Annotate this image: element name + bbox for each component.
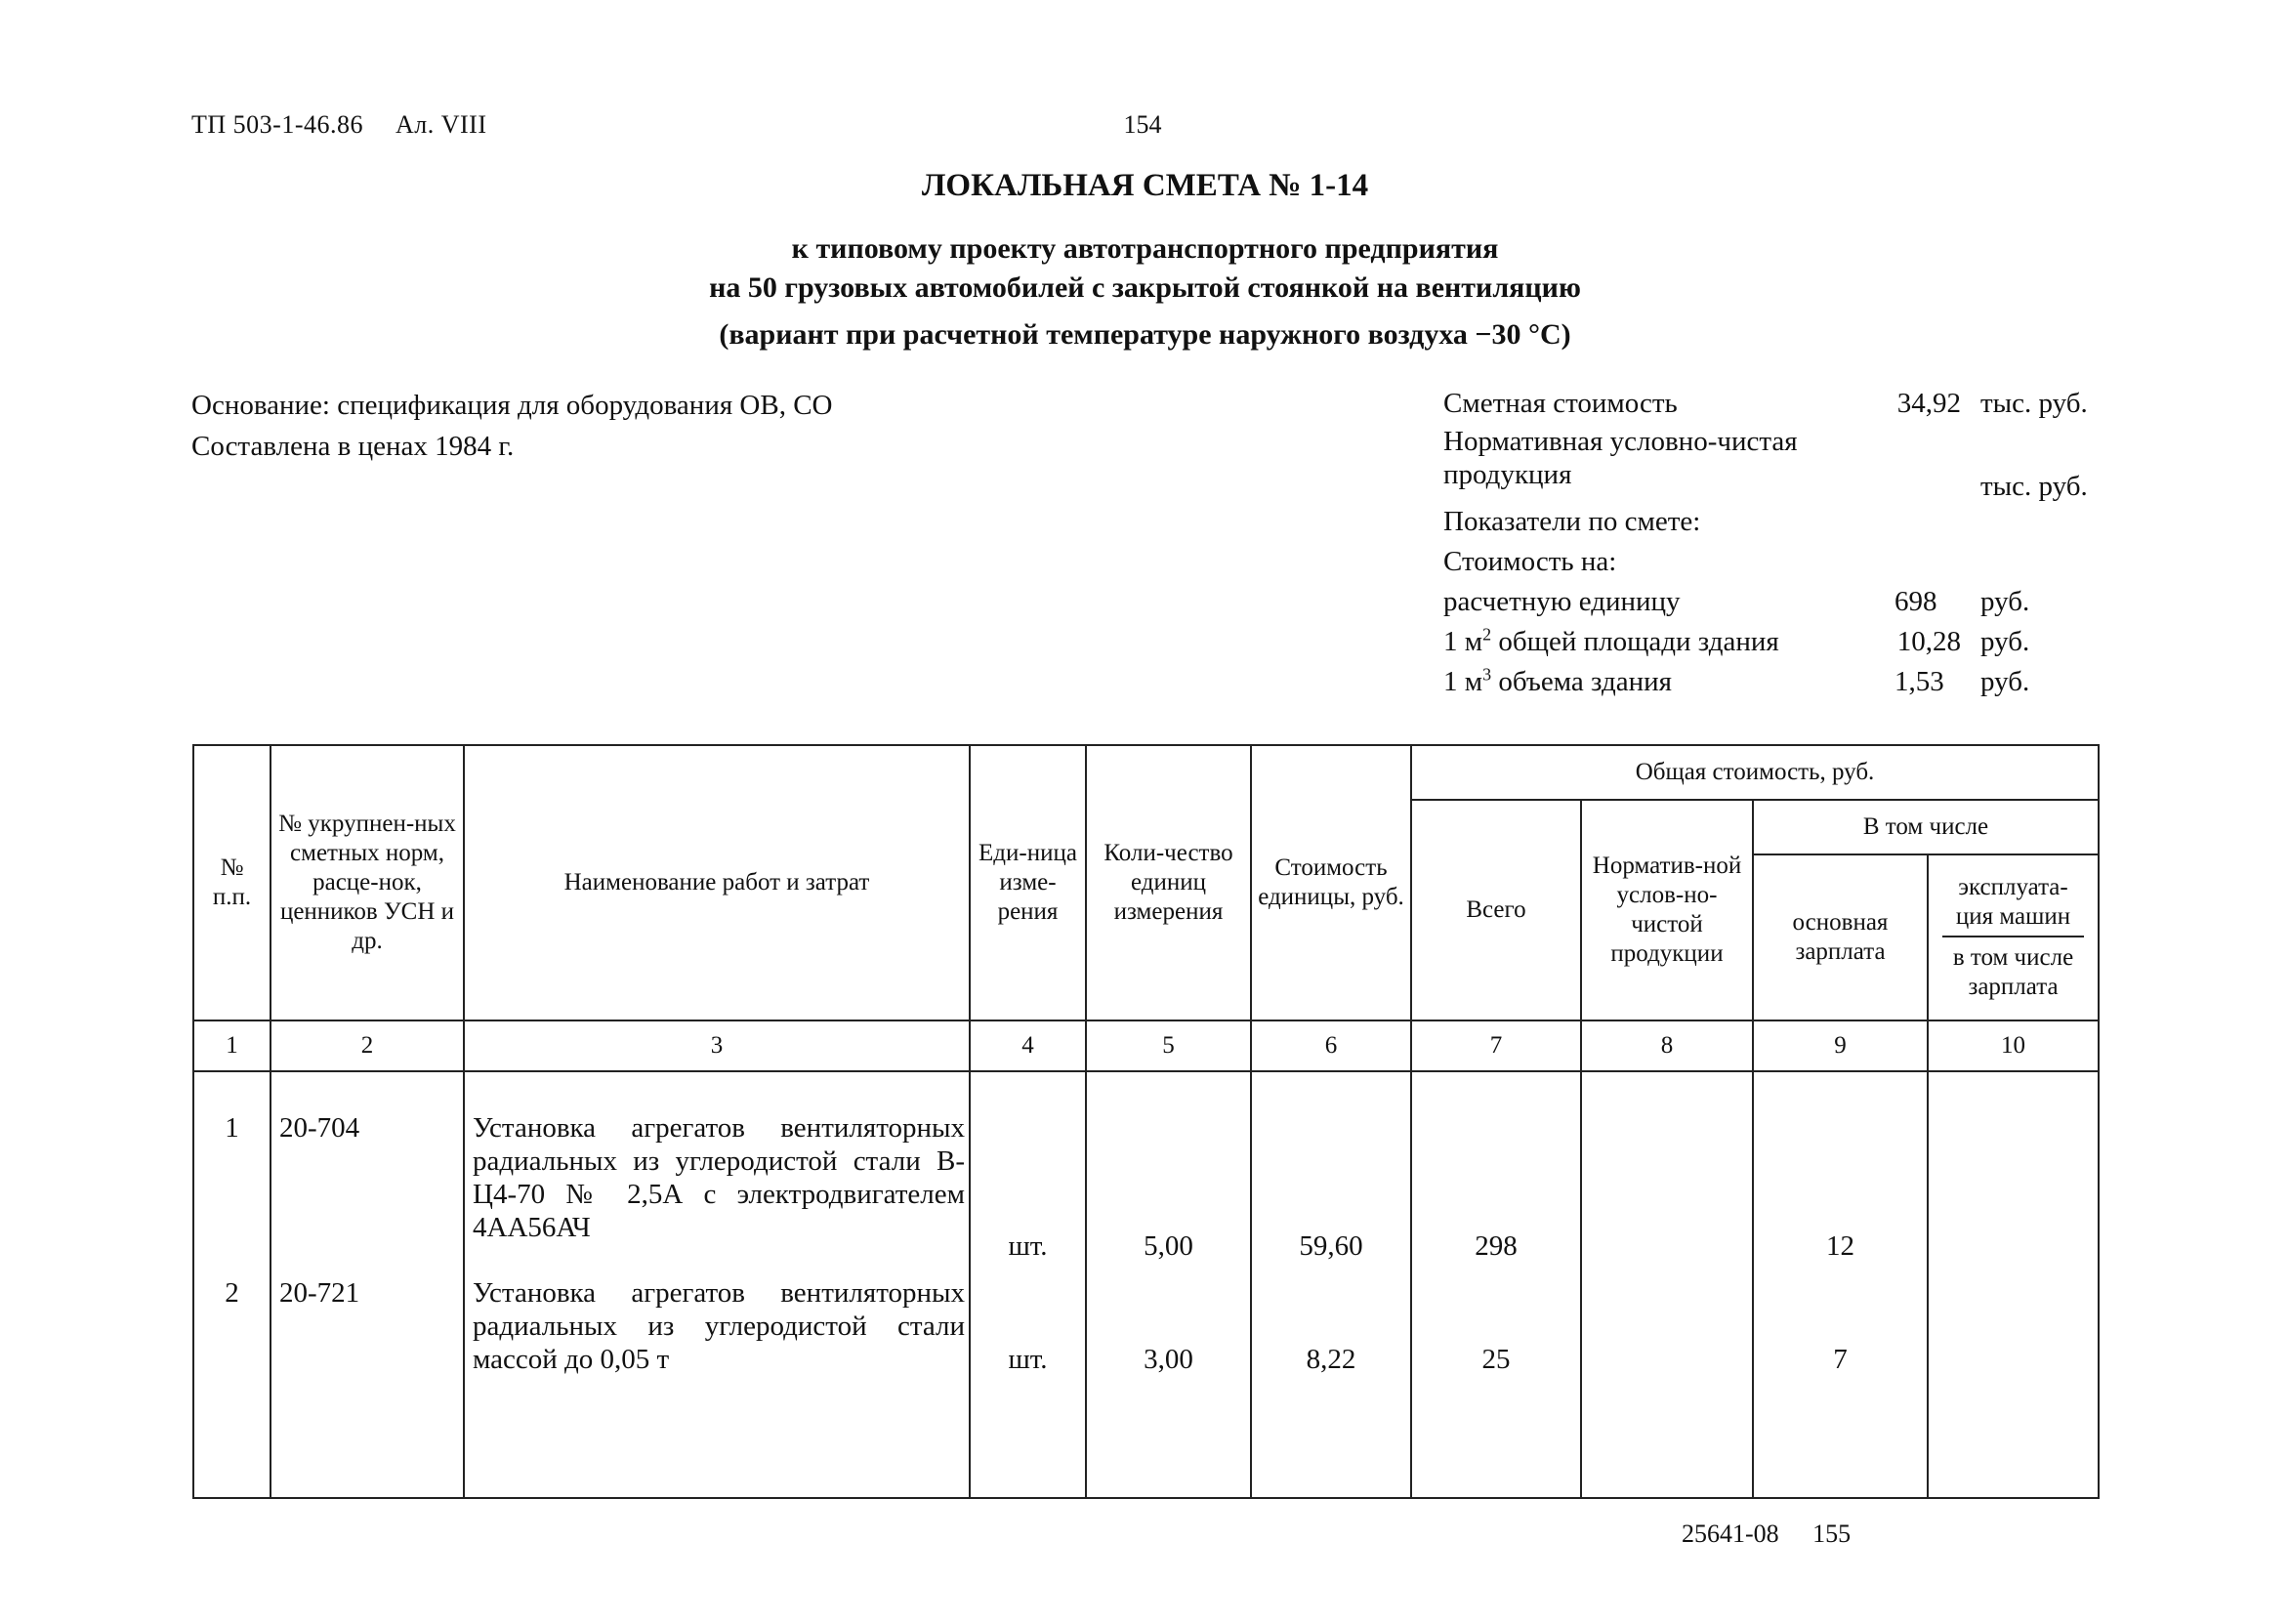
prices-line: Составлена в ценах 1984 г. (191, 431, 515, 462)
cost-on-label: Стоимость на: (1443, 546, 1617, 577)
col-header-total-group: Общая стоимость, руб. (1411, 745, 2099, 800)
header-row-1 (193, 745, 2099, 800)
net-product-row: Нормативная условно-чистая продукция тыс. руб. (1443, 426, 2088, 502)
footer-page: 155 (1812, 1520, 1852, 1548)
col-header-unit: Еди-ница изме-рения (970, 745, 1086, 1020)
col-header-name: Наименование работ и затрат (464, 745, 970, 1020)
page-number: 154 (1123, 110, 1162, 139)
estimate-table (192, 744, 2100, 1499)
title-line-3: (вариант при расчетной температуре наружного воздуха −30 °С) (719, 318, 1571, 351)
album-number: Ал. VIII (395, 110, 487, 139)
footer-code: 25641-08 (1682, 1520, 1779, 1548)
unit-cost-row: расчетную единицу 698 руб. (1443, 586, 2030, 617)
col-header-machines: эксплуата-ция машин в том числе зарплата (1928, 854, 2099, 1020)
col-header-salary: основная зарплата (1753, 854, 1928, 1020)
doc-code: ТП 503-1-46.86 (191, 110, 363, 139)
document-title-block (0, 168, 2290, 354)
col-header-price: Стоимость единицы, руб. (1251, 745, 1411, 1020)
col-header-num: № п.п. (193, 745, 271, 1020)
indicators-label: Показатели по смете: (1443, 506, 1701, 537)
col-header-qty: Коли-чество единиц измерения (1086, 745, 1251, 1020)
summary-block (1443, 385, 2088, 703)
area-cost-row: 1 $м^2$ общей площади здания 10,28 руб. (1443, 624, 2030, 657)
title-line-1: к типовому проекту автотранспортного предприятия (791, 232, 1499, 265)
basis-block (191, 385, 833, 467)
footer (1682, 1520, 1878, 1549)
col-header-incl: В том числе (1753, 800, 2099, 854)
estimated-cost-row: Сметная стоимость 34,92 тыс. руб. (1443, 385, 2088, 425)
table-row: 2 20-721 Установка агрегатов вентиляторных радиальных из углеродистой стали массой до 0,05 т шт. 3,00 8,22 25 7 (193, 1267, 2099, 1498)
volume-cost-row: 1 $м^3$ объема здания 1,53 руб. (1443, 664, 2030, 697)
table-row: 1 20-704 Установка агрегатов вентиляторных радиальных из углеродистой стали В-Ц4-70 № 2,5А с электродвигателем 4АА56АЧ шт. 5,00 59,60 298 12 (193, 1071, 2099, 1267)
document-reference (191, 110, 513, 140)
estimated-cost-value: 34,92 (1896, 388, 1961, 419)
col-header-norm: № укрупнен-ных сметных норм, расце-нок, ценников УСН и др. (271, 745, 464, 1020)
column-numbers-row: 1 2 3 4 5 6 7 8 9 10 (193, 1020, 2099, 1071)
document-title: ЛОКАЛЬНАЯ СМЕТА № 1-14 (921, 168, 1369, 203)
title-line-2: на 50 грузовых автомобилей с закрытой стоянкой на вентиляцию (709, 271, 1581, 304)
col-header-net: Норматив-ной услов-но-чистой продукции (1581, 800, 1753, 1020)
col-header-total: Всего (1411, 800, 1581, 1020)
basis-line: Основание: спецификация для оборудования ОВ, СО (191, 390, 833, 421)
